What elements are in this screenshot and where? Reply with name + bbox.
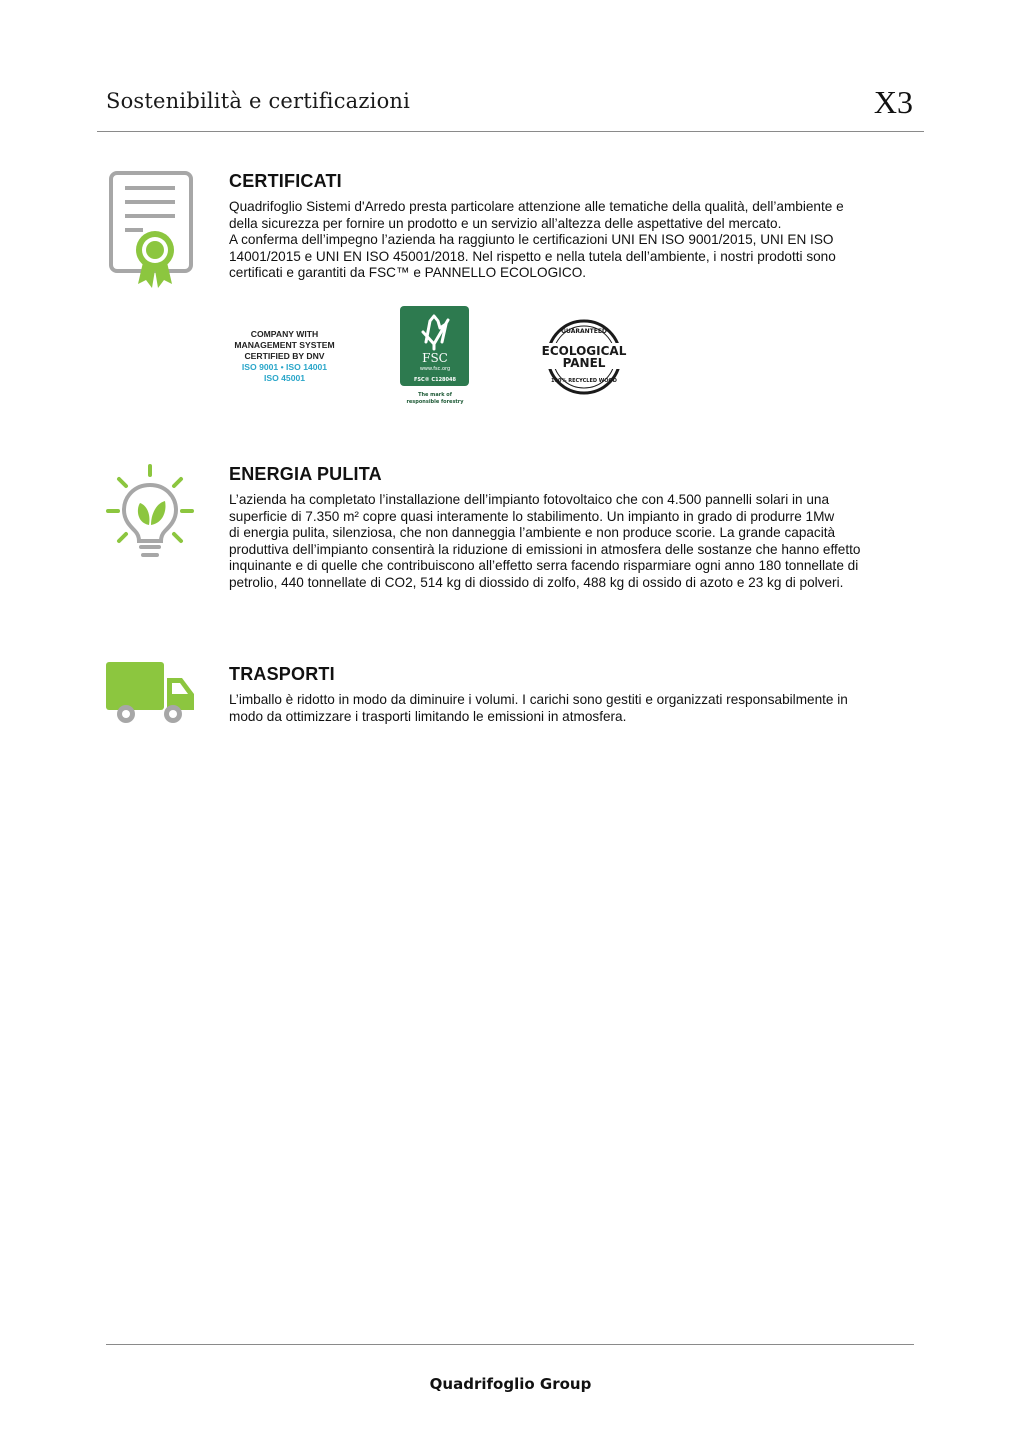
section-certificati: [229, 171, 919, 282]
page-title: Sostenibilità e certificazioni: [106, 89, 411, 113]
ecological-panel-logo: [529, 318, 639, 396]
section-text: Quadrifoglio Sistemi d'Arredo presta particolare attenzione alle tematiche della qualità, dell’ambiente e della sicurezza per fornire un prodotto e un servizio all’altezza delle aspettative del mercato. A conferma dell’impegno l’azienda ha raggiunto le certificazioni UNI EN ISO 9001/2015, UNI EN ISO 14001/2015 e UNI EN ISO 45001/2018. Nel rispetto e nella tutela dell’ambiente, i nostri prodotti sono certificati e garantiti da FSC™ e PANNELLO ECOLOGICO.: [229, 199, 844, 280]
section-title: ENERGIA PULITA: [229, 464, 382, 484]
fsc-logo: [400, 306, 470, 410]
certificate-icon: [108, 170, 194, 298]
section-text: L’imballo è ridotto in modo da diminuire i volumi. I carichi sono gestiti e organizzati responsabilmente in modo da ottimizzare i trasporti limitando le emissioni in atmosfera.: [229, 692, 848, 724]
svg-text:100% RECYCLED WOOD: 100% RECYCLED WOOD: [551, 378, 617, 384]
lightbulb-leaf-icon: [105, 463, 197, 563]
footer-brand: Quadrifoglio Group: [429, 1375, 592, 1393]
footer-divider: [106, 1344, 914, 1345]
section-title: CERTIFICATI: [229, 171, 342, 191]
svg-text:FSC: FSC: [422, 351, 448, 365]
svg-text:ECOLOGICAL: ECOLOGICAL: [541, 344, 627, 358]
header-divider: [97, 131, 924, 132]
dnv-certification-logo: COMPANY WITH MANAGEMENT SYSTEM CERTIFIED BY DNV ISO 9001 • ISO 14001 ISO 45001: [234, 329, 335, 383]
svg-text:The mark of: The mark of: [418, 392, 452, 398]
svg-text:responsible forestry: responsible forestry: [406, 399, 464, 405]
section-text: L’azienda ha completato l’installazione dell’impianto fotovoltaico che con 4.500 pannelli solari in una superficie di 7.350 m² copre quasi interamente lo stabilimento. Un impianto in grado di produrre 1Mw di energia pulita, silenziosa, che non danneggia l’ambiente e non produce scorie. La grande capacità produttiva dell’impianto consentirà la riduzione di emissioni in atmosfera delle sostanze che hanno effetto inquinante e di quelle che contribuiscono all’effetto serra facendo risparmiare ogni anno 180 tonnellate di petrolio, 440 tonnellate di CO2, 514 kg di diossido di zolfo, 488 kg di ossido di azoto e 23 kg di polveri.: [229, 492, 861, 590]
page-code: X3: [873, 84, 913, 120]
svg-text:www.fsc.org: www.fsc.org: [419, 366, 451, 372]
section-title: TRASPORTI: [229, 664, 335, 684]
svg-text:PANEL: PANEL: [562, 356, 606, 370]
svg-text:GUARANTEED: GUARANTEED: [561, 328, 607, 335]
svg-text:FSC® C128048: FSC® C128048: [414, 377, 456, 383]
truck-icon: [106, 662, 198, 726]
section-energia-pulita: [229, 464, 919, 591]
section-trasporti: [229, 664, 919, 725]
